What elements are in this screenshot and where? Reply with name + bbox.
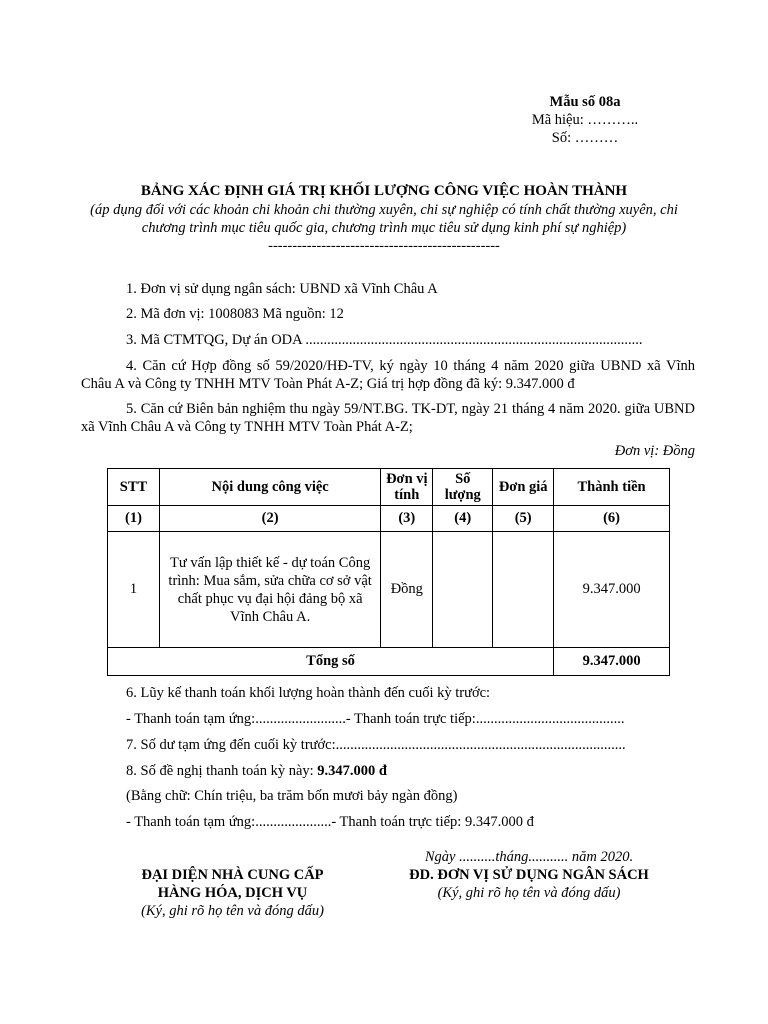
col-number: (2) [159, 506, 380, 532]
payment-breakdown: - Thanh toán tạm ứng:.....................- Thanh toán trực tiếp: 9.347.000 đ [126, 814, 534, 830]
supplier-sign-note: (Ký, ghi rõ họ tên và đóng dấu) [141, 903, 324, 919]
header-stt: STT [108, 469, 160, 506]
item-cumulative-breakdown: - Thanh toán tạm ứng:.........................- Thanh toán trực tiếp:......................................... [126, 711, 625, 727]
sign-date: Ngày ..........tháng........... năm 2020. [424, 849, 634, 865]
form-serial: Số: ……… [551, 130, 619, 146]
budget-unit-sign-note: (Ký, ghi rõ họ tên và đóng dấu) [437, 885, 621, 901]
col-number: (6) [554, 506, 670, 532]
work-value-table [107, 468, 670, 676]
row-stt: 1 [108, 532, 160, 648]
budget-unit-title: ĐD. ĐƠN VỊ SỬ DỤNG NGÂN SÁCH [409, 867, 649, 883]
col-number: (3) [381, 506, 433, 532]
form-number: Mẫu số 08a [549, 94, 621, 110]
item-acceptance-basis: 5. Căn cứ Biên bản nghiệm thu ngày 59/NT.BG. TK-DT, ngày 21 tháng 4 năm 2020. giữa UBND xã Vĩnh Châu A và Công ty TNHH MTV Toàn Phát A-Z; [81, 401, 695, 435]
header-amount: Thành tiền [554, 469, 670, 506]
title-block [70, 181, 698, 255]
currency-unit-note: Đơn vị: Đồng [614, 443, 695, 459]
supplier-title-1: ĐẠI DIỆN NHÀ CUNG CẤP [141, 867, 324, 883]
total-amount: 9.347.000 [554, 648, 670, 676]
item-unit-code: 2. Mã đơn vị: 1008083 Mã nguồn: 12 [126, 306, 344, 322]
col-number: (1) [108, 506, 160, 532]
document-title: BẢNG XÁC ĐỊNH GIÁ TRỊ KHỐI LƯỢNG CÔNG VIỆC HOÀN THÀNH [140, 183, 628, 199]
row-quantity [433, 532, 493, 648]
supplier-title-2: HÀNG HÓA, DỊCH VỤ [157, 885, 308, 901]
total-label: Tổng số [108, 648, 554, 676]
payment-request-label: 8. Số đề nghị thanh toán kỳ này: [126, 763, 318, 779]
item-program-code: 3. Mã CTMTQG, Dự án ODA ............................................................................................. [126, 332, 643, 348]
supplier-signature-block [100, 866, 365, 920]
row-amount: 9.347.000 [554, 532, 670, 648]
item-advance-balance: 7. Số dư tạm ứng đến cuối kỳ trước:................................................................................ [126, 737, 626, 753]
col-number: (4) [433, 506, 493, 532]
item-contract-basis: 4. Căn cứ Hợp đồng số 59/2020/HĐ-TV, ký ngày 10 tháng 4 năm 2020 giữa UBND xã Vĩnh Châu A và Công ty TNHH MTV Toàn Phát A-Z; Giá trị hợp đồng đã ký: 9.347.000 đ [81, 358, 695, 392]
col-number: (5) [493, 506, 554, 532]
header-unit-price: Đơn giá [493, 469, 554, 506]
budget-unit-signature-block [374, 866, 684, 902]
table-row [108, 532, 670, 648]
table-header-row [108, 469, 670, 506]
total-row [108, 648, 670, 676]
form-header [480, 93, 690, 147]
column-number-row [108, 506, 670, 532]
title-divider: ------------------------------------------------ [268, 238, 500, 254]
header-unit: Đơn vị tính [381, 469, 433, 506]
amount-in-words: (Bằng chữ: Chín triệu, ba trăm bốn mươi bảy ngàn đồng) [126, 788, 458, 804]
form-code: Mã hiệu: ……….. [531, 112, 639, 128]
item-budget-unit: 1. Đơn vị sử dụng ngân sách: UBND xã Vĩnh Châu A [126, 281, 438, 297]
document-subtitle: (áp dụng đối với các khoản chi khoản chi thường xuyên, chi sự nghiệp có tính chất thường xuyên, chi chương trình mục tiêu quốc gia, chương trình mục tiêu sử dụng kinh phí sự nghiệp) [90, 202, 678, 236]
row-unit-price [493, 532, 554, 648]
item-cumulative-payment: 6. Lũy kế thanh toán khối lượng hoàn thành đến cuối kỳ trước: [126, 685, 491, 701]
header-quantity: Số lượng [433, 469, 493, 506]
item-payment-request [126, 762, 686, 780]
header-content: Nội dung công việc [159, 469, 380, 506]
row-unit: Đồng [381, 532, 433, 648]
payment-request-amount: 9.347.000 đ [317, 763, 387, 779]
row-content: Tư vấn lập thiết kế - dự toán Công trình: Mua sắm, sửa chữa cơ sở vật chất phục vụ đại hội đảng bộ xã Vĩnh Châu A. [159, 532, 380, 648]
